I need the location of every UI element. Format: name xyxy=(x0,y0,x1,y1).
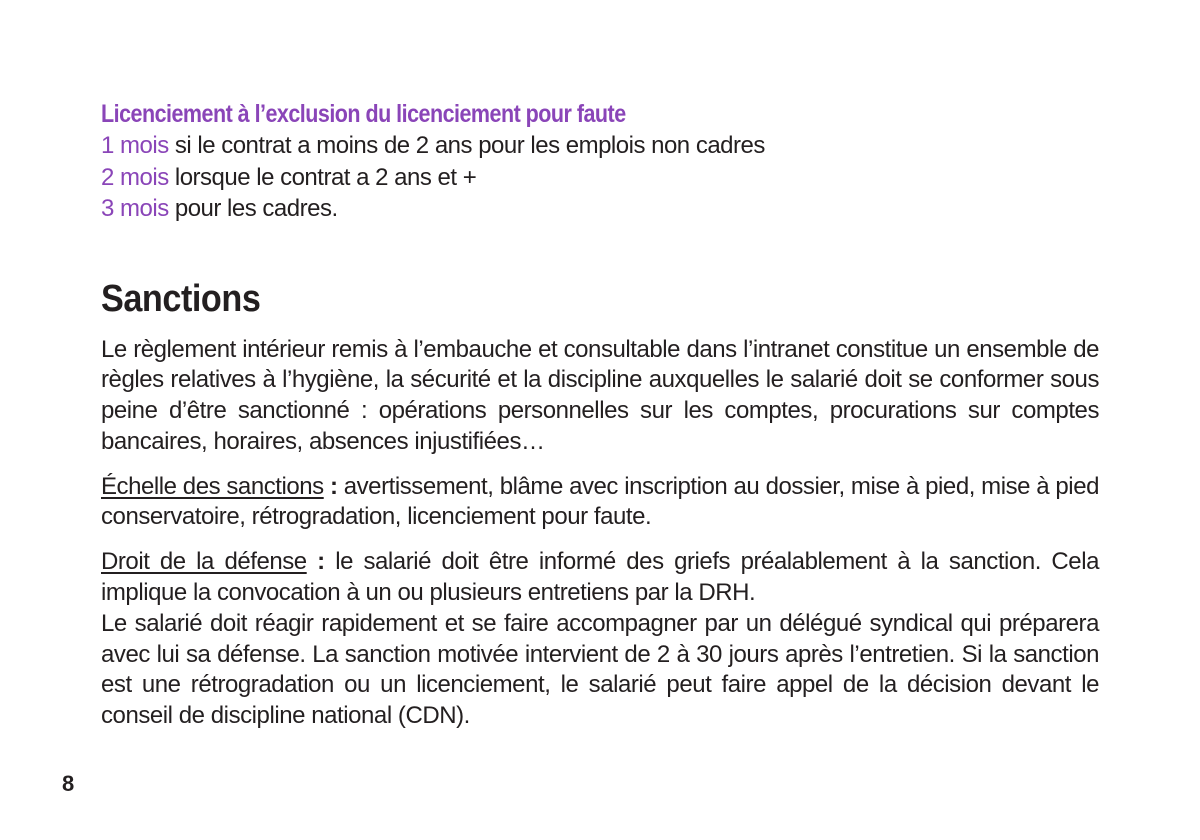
notice-item xyxy=(101,130,1099,162)
defense-text: le salarié doit être informé des griefs préalablement à la sanction. Cela implique la convocation à un ou plusieurs entretiens par la DRH. xyxy=(101,548,1099,607)
notice-list xyxy=(101,130,1099,225)
notice-item xyxy=(101,162,1099,194)
notice-text: pour les cadres. xyxy=(168,195,338,222)
page-number: 8 xyxy=(62,771,75,796)
defense-followup: Le salarié doit réagir rapidement et se faire accompagner par un délégué syndical qui préparera avec lui sa défense. La sanction motivée intervient de 2 à 30 jours après l’entretien. Si la sanction est une rétrogradation ou un licenciement, le salarié peut faire appel de la décision devant le conseil de discipline national (CDN). xyxy=(101,609,1099,730)
defense-term: Droit de la défense xyxy=(101,548,307,576)
section-title: Sanctions xyxy=(101,277,261,320)
notice-text: lorsque le contrat a 2 ans et + xyxy=(168,163,477,191)
sanctions-scale-term: Échelle des sanctions xyxy=(101,472,324,500)
defense-colon: : xyxy=(306,548,325,576)
page-content xyxy=(101,98,1099,732)
notice-duration: 2 mois xyxy=(101,163,169,191)
sanctions-intro: Le règlement intérieur remis à l’embauche et consultable dans l’intranet constitue un ensemble de règles relatives à l’hygiène, la sécurité et la discipline auxquelles le salarié doit se conformer sous peine d’être sanctionné : opérations personnelles sur les comptes, procurations sur comptes bancaires, horaires, absences injustifiées… xyxy=(101,335,1099,455)
sanctions-scale-text: avertissement, blâme avec inscription au dossier, mise à pied, mise à pied conservatoire, rétrogradation, licenciement pour faute. xyxy=(101,472,1099,531)
notice-duration: 1 mois xyxy=(101,132,169,159)
sanctions-scale-paragraph xyxy=(101,472,1099,534)
defense-paragraph xyxy=(101,547,1099,609)
notice-duration: 3 mois xyxy=(101,195,169,222)
notice-text: si le contrat a moins de 2 ans pour les emplois non cadres xyxy=(168,132,765,159)
sanctions-scale-colon: : xyxy=(323,472,338,500)
notice-item xyxy=(101,193,1099,225)
notice-heading: Licenciement à l’exclusion du licenciement pour faute xyxy=(101,100,626,128)
